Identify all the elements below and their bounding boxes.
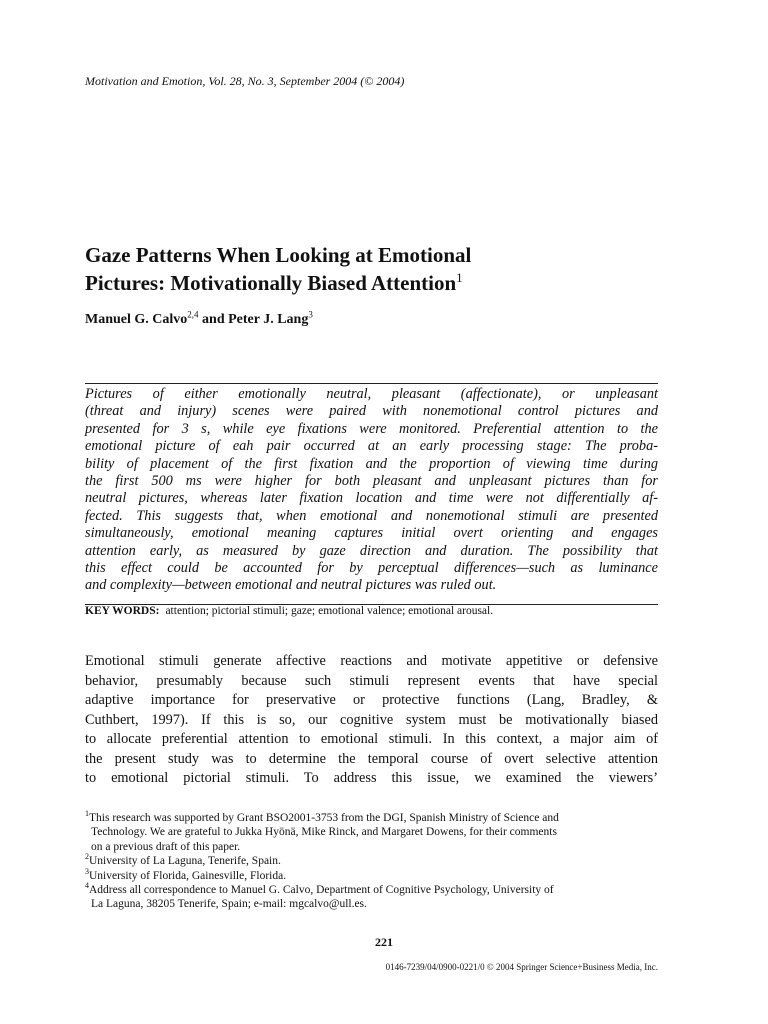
footnote-2-text: University of La Laguna, Tenerife, Spain. xyxy=(89,855,281,868)
author-connector: and xyxy=(198,312,229,327)
footnote-4-mark: 4 xyxy=(85,881,89,891)
abstract-line: presented for 3 s, while eye fixations were monitored. Preferential attention to the xyxy=(85,420,658,437)
keywords xyxy=(85,605,658,617)
footnote-1-text: This research was supported by Grant BSO2001-3753 from the DGI, Spanish Ministry of Science and xyxy=(89,812,559,824)
abstract-line: Pictures of either emotionally neutral, pleasant (affectionate), or unpleasant xyxy=(85,386,658,402)
abstract-line: attention early, as measured by gaze direction and duration. The possibility that xyxy=(85,542,658,559)
footnote-4-line xyxy=(85,883,658,897)
body-line: to emotional pictorial stimuli. To address this issue, we examined the viewers’ xyxy=(85,770,658,786)
article-title xyxy=(85,241,685,297)
title-footnote-mark: 1 xyxy=(456,270,463,285)
title-line-2 xyxy=(85,269,685,297)
abstract-line: fected. This suggests that, when emotional and nonemotional stimuli are presented xyxy=(85,507,658,524)
title-line-2-text: Pictures: Motivationally Biased Attention xyxy=(85,271,457,295)
body-line: the present study was to determine the temporal course of overt selective attention xyxy=(85,750,658,767)
abstract xyxy=(85,386,658,595)
body-line: to allocate preferential attention to emotional stimuli. In this context, a major aim of xyxy=(85,731,658,747)
footnote-2-mark: 2 xyxy=(85,852,89,862)
abstract-bottom-rule xyxy=(85,604,658,605)
keywords-label: KEY WORDS: xyxy=(85,605,160,617)
abstract-line: and complexity—between emotional and neutral pictures was ruled out. xyxy=(85,577,497,594)
footnote-4-text: Address all correspondence to Manuel G. Calvo, Department of Cognitive Psychology, University of xyxy=(89,884,554,897)
body-line: behavior, presumably because such stimuli represent events that have special xyxy=(85,672,658,689)
footnote-2 xyxy=(85,854,658,868)
body-line: adaptive importance for preservative or protective functions (Lang, Bradley, & xyxy=(85,692,658,708)
footnote-1-mark: 1 xyxy=(85,809,89,819)
abstract-top-rule xyxy=(85,383,658,384)
footnote-3-mark: 3 xyxy=(85,866,89,876)
footnote-1-line: on a previous draft of this paper. xyxy=(91,840,241,853)
author-2-affiliation-marks: 3 xyxy=(308,309,313,320)
abstract-line: simultaneously, emotional meaning captures initial overt orienting and engages xyxy=(85,525,658,542)
footnote-1-line: Technology. We are grateful to Jukka Hyönä, Mike Rinck, and Margaret Dowens, for their comments xyxy=(91,826,557,839)
footnote-4-email-line: La Laguna, 38205 Tenerife, Spain; e-mail: mgcalvo@ull.es. xyxy=(91,898,367,911)
author-1-affiliation-marks: 2,4 xyxy=(187,309,199,320)
footnote-3 xyxy=(85,866,658,883)
footnote-1-line xyxy=(85,811,658,825)
abstract-line: neutral pictures, whereas later fixation location and time were not differentially af- xyxy=(85,490,658,507)
body-paragraph xyxy=(85,652,658,789)
body-line: Emotional stimuli generate affective reactions and motivate appetitive or defensive xyxy=(85,653,658,669)
page-number: 221 xyxy=(375,935,393,949)
keywords-text: attention; pictorial stimuli; gaze; emotional valence; emotional arousal. xyxy=(165,605,494,617)
footnotes xyxy=(85,811,658,912)
title-line-1: Gaze Patterns When Looking at Emotional xyxy=(85,243,472,267)
copyright-line: 0146-7239/04/0900-0221/0 © 2004 Springer Science+Business Media, Inc. xyxy=(385,962,658,972)
author-2-name: Peter J. Lang xyxy=(228,312,309,327)
author-1-name: Manuel G. Calvo xyxy=(85,312,188,327)
footnote-3-text: University of Florida, Gainesville, Florida. xyxy=(89,869,287,882)
body-line: Cuthbert, 1997). If this is so, our cognitive system must be motivationally biased xyxy=(85,711,658,728)
abstract-line: bility of placement of the first fixation and the proportion of viewing time during xyxy=(85,455,658,472)
abstract-line: emotional picture of eah pair occurred at an early processing stage: The proba- xyxy=(85,438,658,455)
author-line xyxy=(85,309,685,328)
abstract-line: this effect could be accounted for by perceptual differences—such as luminance xyxy=(85,560,658,577)
running-head: Motivation and Emotion, Vol. 28, No. 3, September 2004 (© 2004) xyxy=(85,74,405,88)
abstract-line: the first 500 ms were higher for both pleasant and unpleasant pictures than for xyxy=(85,473,658,490)
abstract-line: (threat and injury) scenes were paired with nonemotional control pictures and xyxy=(85,403,658,420)
